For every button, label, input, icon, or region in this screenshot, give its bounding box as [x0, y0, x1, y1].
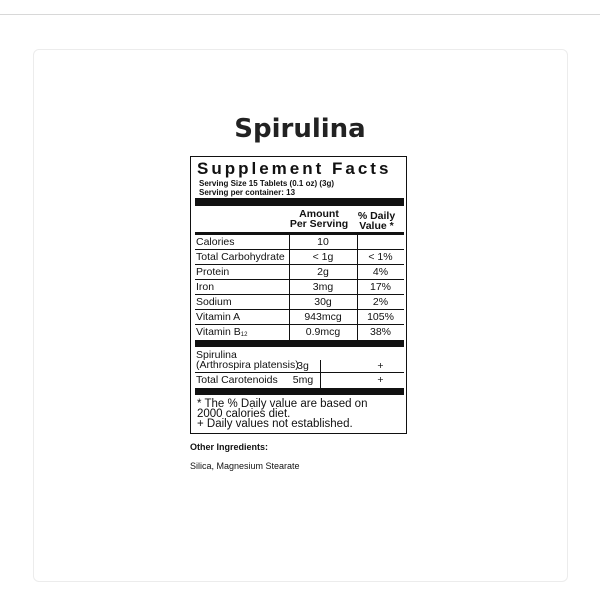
nutrient-name: Iron	[196, 281, 215, 293]
top-divider	[0, 14, 600, 15]
nutrient-dv: 17%	[369, 281, 391, 293]
nutrient-row-calories	[195, 235, 404, 250]
daily-value-header-line2: Value *	[359, 220, 394, 232]
nutrient-row-vitamin-b12	[195, 325, 404, 340]
supplement-facts-panel	[190, 156, 407, 434]
servings-per-container: Serving per container: 13	[199, 188, 296, 197]
thick-divider	[195, 198, 404, 206]
amount-header	[285, 209, 353, 229]
extra-row-spirulina	[195, 348, 404, 373]
product-title: Spirulina	[234, 114, 366, 144]
nutrient-amount: 10	[317, 236, 329, 248]
serving-size: Serving Size 15 Tablets (0.1 oz) (3g)	[199, 179, 334, 188]
nutrient-dv: 38%	[369, 326, 391, 338]
nutrient-name: Protein	[196, 266, 230, 278]
nutrient-dv: < 1%	[368, 251, 393, 263]
nutrient-amount: 2g	[317, 266, 329, 278]
extra-name-line1: Spirulina	[196, 349, 237, 361]
nutrient-amount: 0.9mcg	[305, 326, 341, 338]
nutrient-name-subscript: 12	[240, 332, 248, 338]
column-divider-amount	[289, 235, 290, 340]
other-ingredients-heading: Other Ingredients:	[190, 442, 269, 452]
nutrient-row-protein	[195, 265, 404, 280]
facts-header: Supplement Facts	[197, 159, 392, 178]
nutrient-dv: 2%	[372, 296, 389, 308]
nutrient-amount: < 1g	[312, 251, 334, 263]
daily-value-header	[353, 211, 400, 231]
thick-divider-2	[195, 340, 404, 347]
nutrient-row-vitamin-a	[195, 310, 404, 325]
extra-name: Total Carotenoids	[196, 374, 278, 386]
extra-dv: +	[377, 360, 384, 372]
footnote-line3: + Daily values not established.	[197, 418, 353, 430]
nutrient-row-sodium	[195, 295, 404, 310]
nutrient-name: Sodium	[196, 296, 232, 308]
extra-row-carotenoids	[195, 373, 404, 388]
amount-header-line1: Amount	[299, 208, 339, 220]
nutrient-name: Total Carbohydrate	[196, 251, 285, 263]
extra-dv: +	[377, 374, 384, 386]
footnote-line2: 2000 calories diet.	[197, 408, 291, 420]
nutrient-row-carbohydrate	[195, 250, 404, 265]
nutrient-name-text: Vitamin B	[196, 326, 241, 338]
footnote-line1: * The % Daily value are based on	[197, 398, 368, 410]
other-ingredients-text: Silica, Magnesium Stearate	[190, 461, 300, 471]
extra-amount: 5mg	[292, 374, 314, 386]
nutrient-row-iron	[195, 280, 404, 295]
thick-divider-3	[195, 388, 404, 395]
extra-amount: 3g	[297, 360, 309, 372]
nutrient-name: Vitamin A	[196, 311, 241, 323]
column-divider-extra	[320, 360, 321, 388]
nutrient-amount: 3mg	[312, 281, 334, 293]
nutrient-dv: 105%	[367, 311, 394, 323]
column-divider-dv	[357, 235, 358, 340]
amount-header-line2: Per Serving	[289, 218, 349, 230]
nutrient-amount: 30g	[314, 296, 332, 308]
daily-value-header-line1: % Daily	[357, 210, 396, 222]
nutrient-name: Calories	[196, 236, 235, 248]
nutrient-amount: 943mcg	[304, 311, 342, 323]
extra-name-line2: (Arthrospira platensis)	[196, 359, 299, 371]
nutrient-dv: 4%	[372, 266, 389, 278]
